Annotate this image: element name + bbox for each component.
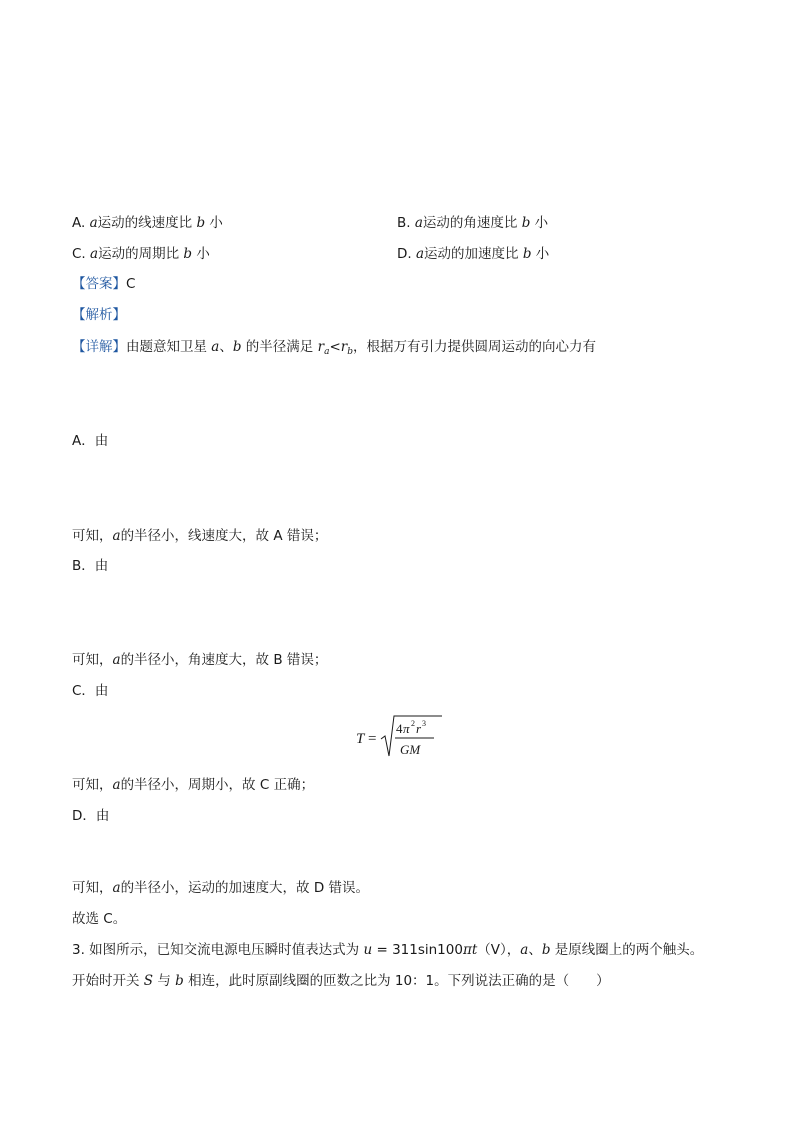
option-a-var: a xyxy=(89,215,98,231)
step-c-head xyxy=(72,681,108,701)
q3-text-6: 相连，此时原副线圈的匝数之比为 10：1。下列说法正确的是（ ） xyxy=(183,973,610,989)
option-d-prefix: D. xyxy=(397,246,416,262)
detail-text-3: ，根据万有引力提供圆周运动的向心力有 xyxy=(353,339,596,355)
step-b-var: a xyxy=(112,652,121,668)
step-d-pre: 可知， xyxy=(72,880,113,896)
option-d-suffix: 小 xyxy=(531,246,550,262)
formula-exp-2: 2 xyxy=(411,719,415,728)
question-3-line-1 xyxy=(72,940,703,960)
option-b-text: 运动的角速度比 xyxy=(422,215,522,231)
option-c-text: 运动的周期比 xyxy=(98,246,184,262)
period-formula xyxy=(354,712,444,762)
q3-eq: = 311sin100 xyxy=(372,942,463,958)
formula-num-4: 4 xyxy=(396,721,403,736)
answer-value: C xyxy=(126,276,136,292)
formula-den: GM xyxy=(400,742,421,757)
option-a-text: 运动的线速度比 xyxy=(97,215,197,231)
analysis-label: 【解析】 xyxy=(72,307,126,323)
step-a-head xyxy=(72,431,108,451)
step-d-head xyxy=(72,806,109,826)
detail-var-b: b xyxy=(232,339,242,355)
detail-label: 【详解】 xyxy=(72,339,126,355)
step-c-pre: 可知， xyxy=(72,777,113,793)
step-c-head-text: C．由 xyxy=(72,683,109,699)
formula-num-pi: π xyxy=(403,721,410,736)
detail-var-a: a xyxy=(211,339,220,355)
step-c-tail: 的半径小，周期小，故 C 正确； xyxy=(120,777,315,793)
detail-line xyxy=(72,337,596,359)
detail-ra-sub: a xyxy=(324,347,330,357)
step-d-tail: 的半径小，运动的加速度大，故 D 错误。 xyxy=(120,880,370,896)
step-b-pre: 可知， xyxy=(72,652,113,668)
option-b-var2: b xyxy=(521,215,531,231)
detail-rb: r xyxy=(340,339,348,355)
step-a-conclusion xyxy=(72,526,327,546)
step-d-var: a xyxy=(112,880,121,896)
q3-var-a: a xyxy=(520,942,529,958)
q3-text-3: 是原线圈上的两个触头。 xyxy=(550,942,704,958)
option-b xyxy=(397,213,548,233)
option-c-var2: b xyxy=(183,246,193,262)
option-a-prefix: A. xyxy=(72,215,90,231)
q3-var-b2: b xyxy=(175,973,184,989)
q3-text-2: （V）， xyxy=(477,942,521,958)
step-b-head xyxy=(72,556,108,576)
q3-var-b: b xyxy=(541,942,551,958)
step-a-head-text: A．由 xyxy=(72,433,109,449)
q3-text-4: 开始时开关 xyxy=(72,973,144,989)
step-b-head-text: B．由 xyxy=(72,558,109,574)
detail-lt: < xyxy=(329,339,341,355)
step-c-var: a xyxy=(112,777,121,793)
final-conclusion xyxy=(72,909,126,929)
option-d-text: 运动的加速度比 xyxy=(424,246,523,262)
step-a-pre: 可知， xyxy=(72,528,113,544)
option-c-var: a xyxy=(90,246,99,262)
q3-sep: 、 xyxy=(528,942,542,958)
detail-rb-sub: b xyxy=(347,347,353,357)
option-a xyxy=(72,213,223,233)
detail-text-1: 由题意知卫星 xyxy=(126,339,212,355)
answer-label: 【答案】 xyxy=(72,276,126,292)
formula-num-r: r xyxy=(416,721,422,736)
q3-var-u: u xyxy=(363,942,373,958)
option-b-suffix: 小 xyxy=(530,215,549,231)
step-d-head-text: D．由 xyxy=(72,808,110,824)
option-d-var: a xyxy=(415,246,425,262)
option-b-var: a xyxy=(414,215,423,231)
detail-sep: 、 xyxy=(219,339,233,355)
formula-eq: = xyxy=(368,731,377,747)
detail-ra: r xyxy=(317,339,325,355)
q3-text-5: 与 xyxy=(153,973,176,989)
option-a-suffix: 小 xyxy=(205,215,223,231)
formula-lhs: T xyxy=(356,731,365,747)
step-c-conclusion xyxy=(72,775,314,795)
q3-text-1: 3. 如图所示，已知交流电源电压瞬时值表达式为 xyxy=(72,942,364,958)
q3-var-t: t xyxy=(471,942,478,958)
answer-line xyxy=(72,274,135,294)
option-c xyxy=(72,244,210,264)
final-conclusion-text: 故选 C。 xyxy=(72,911,127,927)
analysis-line xyxy=(72,305,126,325)
q3-pi: π xyxy=(462,942,472,958)
question-3-line-2 xyxy=(72,971,610,991)
option-c-prefix: C. xyxy=(72,246,91,262)
formula-exp-3: 3 xyxy=(422,719,426,728)
option-c-suffix: 小 xyxy=(192,246,210,262)
option-b-prefix: B. xyxy=(397,215,415,231)
option-a-var2: b xyxy=(196,215,206,231)
step-b-tail: 的半径小，角速度大，故 B 错误； xyxy=(120,652,328,668)
option-d xyxy=(397,244,549,264)
step-a-var: a xyxy=(112,528,121,544)
option-d-var2: b xyxy=(522,246,532,262)
step-d-conclusion xyxy=(72,878,369,898)
detail-text-2: 的半径满足 xyxy=(241,339,318,355)
step-a-tail: 的半径小，线速度大，故 A 错误； xyxy=(120,528,328,544)
q3-var-s: S xyxy=(143,973,154,989)
step-b-conclusion xyxy=(72,650,327,670)
